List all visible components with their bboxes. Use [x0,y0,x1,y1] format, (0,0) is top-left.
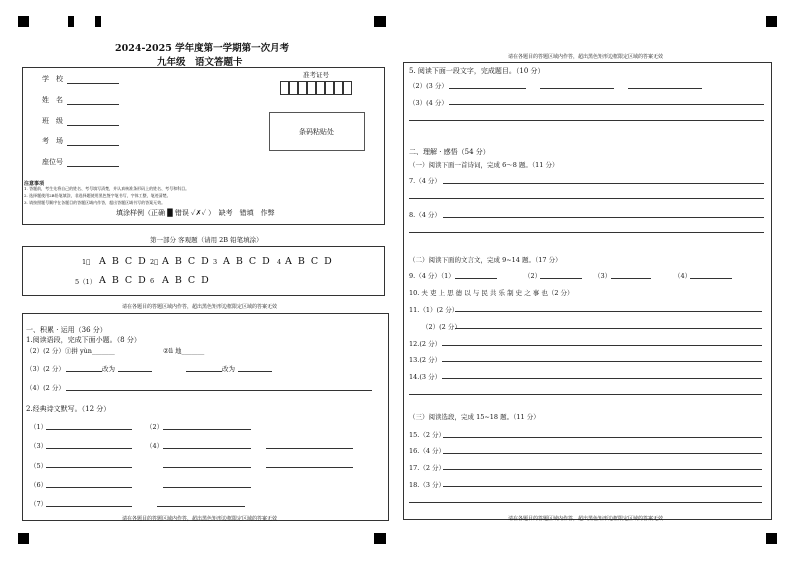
objective-num: 2⃝ [150,258,159,266]
answer-line[interactable] [690,278,732,279]
question-label: 16.（4 分） [409,447,446,455]
answer-line[interactable] [266,448,353,449]
class-input-line[interactable] [67,125,119,126]
answer-line[interactable] [46,448,132,449]
answer-line[interactable] [266,467,353,468]
page-subtitle: 九年级 语文答题卡 [157,57,243,68]
objective-num: 5（1） [75,278,97,286]
question-label: （2）(3 分） [409,82,448,90]
question-label: ②lì 地_______ [163,347,205,355]
answer-line[interactable] [443,453,762,454]
alignment-mark [374,16,386,27]
question-label: 15.（2 分） [409,431,446,439]
subsection-title: （三）阅读选段，完成 15~18 题。（11 分） [409,413,540,421]
objective-num: 1⃝ [82,258,91,266]
question-label: （2） [524,272,542,280]
notes-item: 3. 请按照题号顺序在各题目的答题区域内作答，超出答题区域书写的答案无效。 [24,200,166,206]
answer-line[interactable] [409,502,762,503]
question-label: （3） [30,442,48,450]
answer-line[interactable] [66,390,372,391]
question-label: （2）(2 分） [422,323,461,331]
answer-line[interactable] [409,120,764,121]
answer-line[interactable] [442,361,762,362]
answer-line[interactable] [611,278,651,279]
question-label: 18.（3 分） [409,481,446,489]
exam-number-cell[interactable] [280,81,289,95]
area-warning: 请在各题目的答题区域内作答，超出黑色矩形边框限定区域的答案无效 [508,54,664,60]
answer-line[interactable] [443,437,762,438]
question-label: （6） [30,481,48,489]
answer-line[interactable] [157,506,245,507]
answer-line[interactable] [409,232,764,233]
alignment-mark [766,16,777,27]
objective-box [22,246,385,296]
answer-line[interactable] [163,448,251,449]
answer-line[interactable] [628,88,702,89]
objective-options[interactable]: A B C D [285,256,334,267]
school-input-line[interactable] [67,83,119,84]
answer-line[interactable] [46,506,132,507]
answer-line[interactable] [163,467,251,468]
answer-line[interactable] [163,429,251,430]
field-label-room: 考 场 [42,137,63,145]
objective-options[interactable]: A B C D [162,275,211,286]
notes-title: 注意事项 [24,181,45,187]
question-label: 17.（2 分） [409,464,446,472]
question-label: （2）(2 分）①拼 yùn_______ [26,347,115,355]
answer-line[interactable] [540,88,614,89]
answer-line[interactable] [442,345,762,346]
question-label: 8.（4 分） [409,211,441,219]
area-warning: 请在各题目的答题区域内作答，超出黑色矩形边框限定区域的答案无效 [508,516,664,522]
question-label: （4）(2 分） [26,384,65,392]
answer-line[interactable] [443,469,762,470]
barcode-label: 条码粘贴处 [299,128,334,136]
question-label: 改为 [222,365,235,373]
answer-line[interactable] [409,394,762,395]
question-label: （7） [30,500,48,508]
alignment-mark [766,533,777,544]
seat-input-line[interactable] [67,166,119,167]
answer-line[interactable] [455,328,762,329]
exam-number-cell[interactable] [325,81,334,95]
answer-line[interactable] [443,183,764,184]
answer-line[interactable] [449,104,764,105]
question-label: 10. 夫 吏 上 思 德 以 与 民 共 乐 制 史 之 事 也（2 分） [409,289,574,297]
field-label-name: 姓 名 [42,96,63,104]
question-title: 5. 阅读下面一段文字，完成题目。（10 分） [409,67,545,75]
answer-line[interactable] [409,198,764,199]
alignment-mark [68,16,74,27]
objective-title: 第一部分 客观题（请用 2B 铅笔填涂） [150,236,263,244]
question-label: （2） [146,423,164,431]
area-warning: 请在各题目的答题区域内作答，超出黑色矩形边框限定区域的答案无效 [122,304,278,310]
alignment-mark [18,533,29,544]
question-label: （1） [30,423,48,431]
objective-options[interactable]: A B C D [99,275,148,286]
objective-options[interactable]: A B C D [162,256,211,267]
answer-line[interactable] [186,371,222,372]
answer-line[interactable] [443,486,762,487]
subsection-title: （一）阅读下面一首诗词，完成 6～8 题。（11 分） [409,161,559,169]
notes-item: 2. 选择题使用2B铅笔填涂，非选择题使用黑色签字笔书写，字体工整，笔迹清楚。 [24,193,171,199]
answer-line[interactable] [66,371,102,372]
field-label-school: 学 校 [42,75,63,83]
field-label-seat: 座位号 [42,158,63,166]
field-label-class: 班 级 [42,117,63,125]
question-label: 12.(2 分） [409,340,442,348]
exam-number-cell[interactable] [298,81,307,95]
alignment-mark [18,16,29,27]
notes-item: 1. 答题前，考生先将自己的姓名、考号填写清楚，并认真核准条形码上的姓名、考号和科目。 [24,186,190,192]
answer-line[interactable] [163,487,251,488]
section-title: 二、理解 · 感悟（54 分） [409,148,490,156]
exam-number-cell[interactable] [316,81,325,95]
objective-options[interactable]: A B C D [99,256,148,267]
answer-line[interactable] [540,278,582,279]
alignment-mark [374,533,386,544]
answer-line[interactable] [238,371,272,372]
question-title: 1.阅读语段，完成下面小题。（8 分） [26,336,141,344]
answer-line[interactable] [443,217,764,218]
exam-number-cell[interactable] [289,81,298,95]
exam-number-label: 准考证号 [303,71,329,79]
objective-num: 3 [213,258,218,266]
exam-number-cell[interactable] [307,81,316,95]
answer-line[interactable] [46,487,132,488]
question-label: （4） [146,442,164,450]
question-label: （3）(4 分） [409,99,448,107]
alignment-mark [95,16,101,27]
exam-number-cell[interactable] [334,81,343,95]
answer-line[interactable] [46,429,132,430]
fill-sample: 填涂样例（正确 █ 错误 ✓✗✓ ） 缺考 错填 作弊 [116,209,275,217]
room-input-line[interactable] [67,145,119,146]
question-label: （3）(2 分） [26,365,65,373]
question-label: 11.（1）(2 分） [409,306,459,314]
question-label: （3） [594,272,612,280]
question-label: 7.（4 分） [409,177,441,185]
answer-line[interactable] [118,371,152,372]
subsection-title: （二）阅读下面的文言文，完成 9~14 题。（17 分） [409,256,562,264]
name-input-line[interactable] [67,104,119,105]
question-label: 14.(3 分） [409,373,442,381]
answer-line[interactable] [46,467,132,468]
answer-line[interactable] [455,311,762,312]
objective-options[interactable]: A B C D [223,256,272,267]
answer-line[interactable] [455,278,497,279]
page-title: 2024-2025 学年度第一学期第一次月考 [115,43,290,54]
answer-line[interactable] [442,378,762,379]
answer-line[interactable] [449,88,526,89]
question-label: （5） [30,462,48,470]
question-label: 13.(2 分） [409,356,442,364]
question-title: 2.经典诗文默写。（12 分） [26,405,111,413]
question-label: （4） [674,272,692,280]
section-title: 一、积累 · 运用（36 分） [26,326,107,334]
question-label: 9.（4 分）（1） [409,272,455,280]
objective-num: 6 [150,277,155,285]
question-label: 改为 [102,365,115,373]
area-warning: 请在各题目的答题区域内作答，超出黑色矩形边框限定区域的答案无效 [122,516,278,522]
objective-num: 4 [277,258,282,266]
exam-number-cell[interactable] [343,81,352,95]
